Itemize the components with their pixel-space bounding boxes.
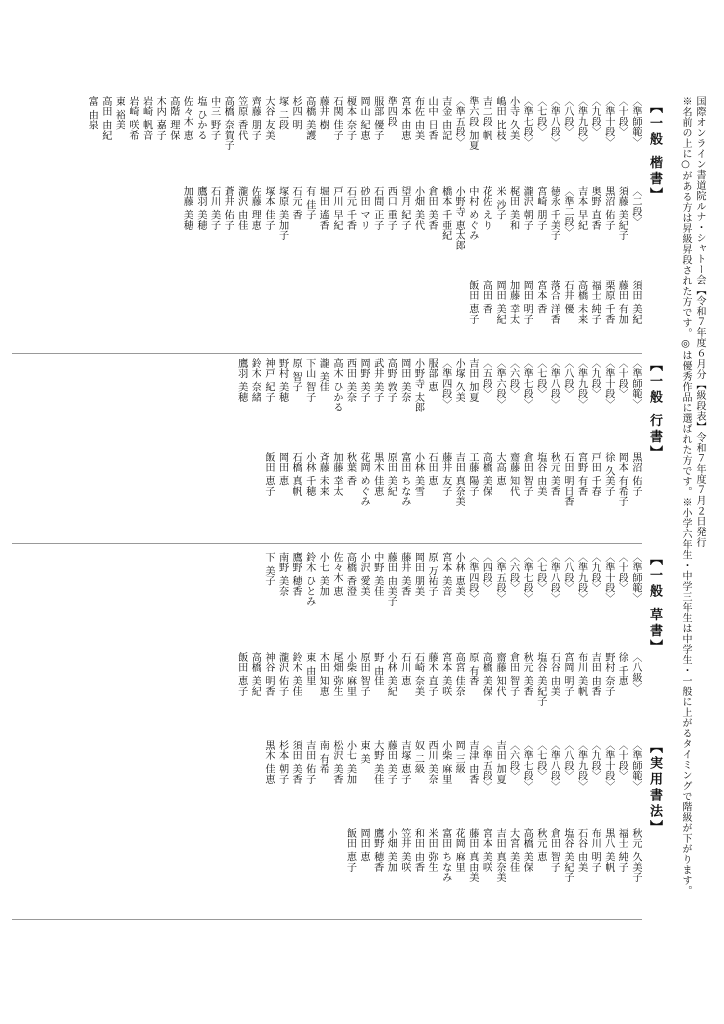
name-column: 下山 智子 (303, 358, 315, 403)
name-column: 松沢 美香 (330, 740, 342, 785)
name-column: 宮本 美咲 (439, 652, 451, 697)
name-column: 高橋 未来 (575, 280, 587, 325)
name-column: 飯田 恵子 (344, 828, 356, 873)
name-column: 大宮 美佳 (507, 828, 519, 873)
name-column: 秋葉 香 (344, 452, 356, 486)
name-column: 〈準九段〉 (575, 740, 587, 791)
name-column: 下 美子 (262, 552, 274, 586)
name-column: 山中 日香 (426, 96, 438, 141)
name-column: 〈準五段〉 (480, 740, 492, 791)
section-heading: 【一般 行書】 (647, 358, 662, 462)
name-column: 倉田 智子 (507, 652, 519, 697)
name-columns (180, 186, 642, 272)
name-column: 〈七段〉 (534, 96, 546, 137)
section-ippan-kaisho-3 (12, 280, 642, 346)
name-columns (261, 552, 642, 648)
name-column: 福士 純子 (616, 828, 628, 873)
name-column: 石田 恵 (426, 452, 438, 486)
name-column: 秋元 久美子 (630, 828, 641, 883)
name-column: 原 有香 (466, 652, 478, 686)
name-column: 原田 美紀 (385, 452, 397, 497)
name-column: 米 沙子 (494, 186, 506, 220)
name-column: 齊藤 朋子 (249, 96, 261, 141)
name-column: 吉二段 帆 (480, 96, 492, 141)
name-column: 〈八段〉 (562, 740, 574, 781)
name-column: 布佐 由美 (412, 96, 424, 141)
name-column: 小柴 麻里 (344, 652, 356, 697)
name-column: 東 美 (358, 740, 370, 764)
name-column: 西口 重子 (385, 186, 397, 231)
name-column: 杉四 明 (290, 96, 302, 130)
name-column: 岡野 美子 (358, 358, 370, 403)
divider (12, 353, 642, 354)
name-column: 岡本 有希子 (616, 452, 628, 507)
name-column: 〈準五段〉 (494, 552, 506, 603)
name-column: 東 由里 (303, 652, 315, 686)
name-column: 戸田 千春 (589, 452, 601, 497)
name-column: 杉本 朝子 (276, 740, 288, 785)
name-column: 有 佳子 (303, 186, 315, 220)
name-column: 黒沼 佑子 (602, 186, 614, 231)
name-column: 中野 美佳 (371, 552, 383, 597)
name-column: 高田 香 (480, 280, 492, 314)
name-column: 〈十段〉 (616, 552, 628, 593)
name-column: 高橋 美紀 (249, 652, 261, 697)
name-column: 宮本 由恵 (398, 96, 410, 141)
name-column: 倉田 智子 (548, 828, 560, 873)
name-column: 小林 千穂 (303, 452, 315, 497)
section-jitsuyo-shoho-2 (12, 828, 642, 914)
name-column: 〈準五段〉 (453, 96, 465, 147)
name-column: 塩谷 美紀子 (562, 828, 574, 883)
name-column: 岩崎 咲希 (127, 96, 139, 141)
name-column: 中三 野子 (208, 96, 220, 141)
name-column: 〈準八段〉 (548, 358, 560, 409)
name-column: 布川 明子 (589, 828, 601, 873)
name-column: 小林 美紀 (385, 652, 397, 697)
name-column: 〈準八段〉 (548, 740, 560, 791)
name-column: 〈七段〉 (534, 552, 546, 593)
name-column: 吉田 真奈美 (494, 828, 506, 883)
name-column: 準四段 (385, 96, 397, 127)
name-column: 橋本 千亜紀 (439, 186, 451, 241)
name-column: 〈七段〉 (534, 358, 546, 399)
header-line-2: ※名前の上に○がある方は昇級昇段された方です。◎は優秀作品に選ばれた方です。※小学六年生・中学三年生は中学生・一般に上がるタイミングで階級が下がります。 (680, 96, 691, 896)
name-column: 原田 智子 (358, 652, 370, 697)
name-column: 岡田 朋美 (412, 552, 424, 597)
name-columns (261, 740, 642, 826)
name-column: 〈準七段〉 (521, 740, 533, 791)
name-column: 加藤 美穂 (181, 186, 193, 231)
name-column: 〈六段〉 (507, 552, 519, 593)
section-heading: 【実用書法】 (647, 740, 662, 836)
name-column: 徳永 千美子 (548, 186, 560, 241)
name-column: 〈準九段〉 (575, 96, 587, 147)
name-column: 瀧沢 由佳 (235, 186, 247, 231)
name-column: 鷹野 穂香 (290, 552, 302, 597)
name-column: 吉田 真奈美 (453, 452, 465, 507)
name-columns (85, 96, 642, 196)
name-column: 鷹羽 美穂 (235, 358, 247, 403)
name-column: 徐 久美子 (602, 452, 614, 497)
name-column: 小林 美雪 (412, 452, 424, 497)
name-column: 大野 美佳 (371, 740, 383, 785)
name-column: 〈九段〉 (589, 740, 601, 781)
name-column: 木内 嘉子 (154, 96, 166, 141)
name-column: 高田 由紀 (99, 96, 111, 141)
name-column: 南 有希 (317, 740, 329, 774)
name-column: 布川 美帆 (575, 652, 587, 697)
name-column: 秋元 恵 (534, 828, 546, 862)
name-column: 石川 恵 (398, 652, 410, 686)
name-column: 〈九段〉 (589, 552, 601, 593)
name-column: 佐々木 恵 (181, 96, 193, 141)
name-column: 原 万祐子 (426, 552, 438, 597)
name-column: 飯田 恵子 (466, 280, 478, 325)
name-column: 吉津 由香 (466, 740, 478, 785)
section-ippan-kaisho-2 (12, 186, 642, 272)
name-column: 〈準十段〉 (602, 96, 614, 147)
name-column: 原 智子 (290, 358, 302, 392)
name-column: 東 裕美 (113, 96, 125, 130)
name-column: 齋藤 知代 (507, 452, 519, 497)
name-column: 小林 恵美 (453, 552, 465, 597)
name-column: 〈十段〉 (616, 358, 628, 399)
divider (12, 919, 642, 920)
name-column: 服部 恵 (426, 358, 438, 392)
name-columns (343, 828, 642, 914)
name-column: 大谷 友美 (262, 96, 274, 141)
name-column: 中村 めぐみ (466, 186, 478, 241)
name-column: 塩谷 由美 (534, 452, 546, 497)
name-column: 吉田 由香 (589, 652, 601, 697)
name-column: 宮岡 明子 (562, 652, 574, 697)
name-column: 塚本 佳子 (262, 186, 274, 231)
name-column: 〈準十段〉 (602, 552, 614, 603)
name-column: 高橋 奈賀子 (222, 96, 234, 151)
name-column: 服部 優子 (371, 96, 383, 141)
name-column: 榎本 奈子 (344, 96, 356, 141)
name-column: 徐 千恵 (616, 652, 628, 686)
name-column: 秋元 美香 (521, 652, 533, 697)
name-column: 〈準師範〉 (630, 358, 641, 409)
name-column: 〈準八段〉 (548, 552, 560, 603)
name-column: 高橋 美護 (303, 96, 315, 141)
name-column: 砂田 マリ (358, 186, 370, 231)
name-column: 石元 香 (290, 186, 302, 220)
name-column: 石井 優 (562, 280, 574, 314)
name-column: 塚 二段 (276, 96, 288, 130)
name-column: 石間 正子 (371, 186, 383, 231)
name-columns (261, 452, 642, 536)
name-column: 塩谷 美紀子 (534, 652, 546, 707)
name-column: 宮本 美音 (439, 552, 451, 597)
name-column: 高橋 美保 (480, 652, 492, 697)
name-column: 吉田 佑子 (303, 740, 315, 785)
name-column: 富田 ちなみ (398, 452, 410, 507)
name-column: 倉田 智子 (521, 452, 533, 497)
name-column: 〈六段〉 (507, 358, 519, 399)
name-column: 〈五段〉 (480, 358, 492, 399)
name-column: 黒木 佳恵 (262, 740, 274, 785)
name-column: 高野 敦子 (385, 358, 397, 403)
name-column: 加藤 幸太 (507, 280, 519, 325)
name-column: 瀧 美佳 (317, 358, 329, 392)
name-column: 石川 美子 (208, 186, 220, 231)
name-column: 尾畑 弥生 (330, 652, 342, 697)
name-column: 〈八段〉 (562, 358, 574, 399)
name-column: 黒沼 佑子 (630, 452, 641, 497)
name-column: 高橋 香澄 (344, 552, 356, 597)
name-column: 齋藤 知代 (494, 652, 506, 697)
name-column: 〈準九段〉 (575, 358, 587, 409)
name-column: 〈準七段〉 (521, 552, 533, 603)
name-column: 大高 恵 (494, 452, 506, 486)
name-column: 藤田 美子 (385, 740, 397, 785)
name-column: 鷹野 穂香 (371, 828, 383, 873)
name-column: 倉田 美香 (426, 186, 438, 231)
name-column: 藤田 有加 (616, 280, 628, 325)
name-column: 藤田 由美子 (385, 552, 397, 607)
name-column: 〈準四段〉 (439, 358, 451, 409)
name-column: 吉塚 恵子 (398, 740, 410, 785)
section-heading: 【一般 草書】 (647, 552, 662, 656)
name-column: 藤井 樹 (317, 96, 329, 130)
name-column: 飯田 恵子 (262, 452, 274, 497)
header-line-1: 国際オンライン書道院ルナ・シャトー会【令和７年度６月分【級段表】令和７年度７月２日発行 (694, 96, 705, 548)
name-column: 高宮 佳奈 (453, 652, 465, 697)
section-ippan-sosho-2 (12, 652, 642, 730)
name-column: 瀧沢 佑子 (276, 652, 288, 697)
name-column: 工藤 陽子 (466, 452, 478, 497)
name-column: 奴 二級 (412, 740, 424, 774)
name-column: 岡田 恵 (358, 828, 370, 862)
name-column: 吉田 加夏 (466, 358, 478, 403)
name-column: 佐藤 理恵 (249, 186, 261, 231)
name-column: 須藤 美紀子 (616, 186, 628, 241)
section-ippan-gyosho-2 (12, 452, 642, 536)
section-ippan-gyosho (12, 358, 662, 462)
name-column: 秋元 美香 (548, 452, 560, 497)
name-column: 石田 明日香 (562, 452, 574, 507)
name-column: 飯田 恵子 (235, 652, 247, 697)
name-column: 高階 理保 (167, 96, 179, 141)
name-column: 鈴木 美佳 (290, 652, 302, 697)
name-column: 石関 佳子 (330, 96, 342, 141)
name-column: 〈七段〉 (534, 740, 546, 781)
name-column: 塚原 美加子 (276, 186, 288, 241)
name-column: 宮本 美咲 (480, 828, 492, 873)
name-column: 加藤 幸太 (330, 452, 342, 497)
name-column: 梶田 美和 (507, 186, 519, 231)
name-column: 吉金 由記 (439, 96, 451, 141)
name-columns (234, 358, 642, 454)
name-column: 須田 美紀 (630, 280, 641, 325)
name-column: 神戸 紀子 (262, 358, 274, 403)
name-column: 鈴木 奈緒 (249, 358, 261, 403)
name-column: 小七 美加 (344, 740, 356, 785)
name-column: 〈準師範〉 (630, 740, 641, 791)
name-column: 準六段 加夏 (466, 96, 478, 151)
name-columns (465, 280, 642, 346)
name-column: 笠原 香代 (235, 96, 247, 141)
name-column: 〈二段〉 (630, 186, 641, 227)
name-column: 南野 美奈 (276, 552, 288, 597)
name-column: 武井 美子 (371, 358, 383, 403)
name-column: 福士 純子 (589, 280, 601, 325)
divider (12, 543, 642, 544)
name-column: 西田 美奈 (344, 358, 356, 403)
name-column: 落合 洋香 (548, 280, 560, 325)
name-column: 木田 知恵 (317, 652, 329, 697)
name-column: 栗原 千香 (602, 280, 614, 325)
section-ippan-sosho (12, 552, 662, 656)
name-column: 斉藤 未来 (317, 452, 329, 497)
name-column: 岡田 美紀 (494, 280, 506, 325)
name-column: 奥野 直香 (589, 186, 601, 231)
name-column: 和田 由香 (412, 828, 424, 873)
name-column: 藤木 直子 (426, 652, 438, 697)
name-column: 須田 美香 (290, 740, 302, 785)
name-column: 小野寺 恵太郎 (453, 186, 465, 251)
name-column: 吉本 早紀 (575, 186, 587, 231)
name-column: 野村 奈子 (602, 652, 614, 697)
name-column: 佐々木 恵 (330, 552, 342, 597)
name-column: 〈準七段〉 (521, 96, 533, 147)
name-column: 花佐 えり (480, 186, 492, 231)
name-column: 藤井 美香 (398, 552, 410, 597)
name-column: 小寺 久美 (507, 96, 519, 141)
name-column: 〈八段〉 (562, 96, 574, 137)
name-column: 〈十段〉 (616, 740, 628, 781)
name-column: 〈準二段〉 (562, 186, 574, 237)
name-column: 野 由佳 (371, 652, 383, 686)
name-column: 小畑 美加 (385, 828, 397, 873)
name-columns (234, 652, 642, 730)
name-column: 〈準師範〉 (630, 552, 641, 603)
name-column: 瀧沢 朝子 (521, 186, 533, 231)
name-column: 岩崎 帆音 (140, 96, 152, 141)
name-column: 望月 紀子 (398, 186, 410, 231)
name-column: 小七 美加 (317, 552, 329, 597)
name-column: 小畑 美代 (412, 186, 424, 231)
name-column: 小沢 愛美 (358, 552, 370, 597)
section-jitsuyo-shoho (12, 740, 662, 836)
name-column: 野村 美穂 (276, 358, 288, 403)
name-column: 〈八級〉 (630, 652, 641, 693)
name-column: 宮崎 朋子 (534, 186, 546, 231)
name-column: 塩 ひかる (195, 96, 206, 141)
name-column: 藤井 友子 (439, 452, 451, 497)
name-column: 岡田 美奈 (398, 358, 410, 403)
name-column: 富田 ちなみ (439, 828, 451, 883)
name-column: 小野寺 太郎 (412, 358, 424, 413)
name-column: 神谷 明香 (262, 652, 274, 697)
name-column: 宮本 香 (534, 280, 546, 314)
name-column: 岡 三級 (453, 740, 465, 774)
name-column: 小塚 久美 (453, 358, 465, 403)
name-column: 〈準四段〉 (466, 552, 478, 603)
name-column: 石元 千香 (344, 186, 356, 231)
name-column: 〈準七段〉 (521, 358, 533, 409)
name-column: 蒼井 佑子 (222, 186, 234, 231)
name-column: 花岡 麻里 (453, 828, 465, 873)
name-column: 〈四段〉 (480, 552, 492, 593)
name-column: 〈九段〉 (589, 358, 601, 399)
name-column: 小柴 麻里 (439, 740, 451, 785)
name-column: 吉田 加夏 (494, 740, 506, 785)
name-column: 〈六段〉 (507, 740, 519, 781)
name-column: 石谷 由美 (548, 652, 560, 697)
name-column: 米田 弥生 (426, 828, 438, 873)
name-column: 嶋田 比枝 (494, 96, 506, 141)
name-column: 高木 ひかる (330, 358, 342, 413)
name-column: 岡田 恵 (276, 452, 288, 486)
name-column: 西川 美奈 (426, 740, 438, 785)
name-column: 藤田 真由美 (466, 828, 478, 883)
name-column: 黒木 佳恵 (371, 452, 383, 497)
name-column: 〈準師範〉 (630, 96, 641, 147)
name-column: 岡山 紀恵 (358, 96, 370, 141)
name-column: 黒八 美帆 (602, 828, 614, 873)
name-column: 石橋 真帆 (290, 452, 302, 497)
name-column: 高橋 美保 (521, 828, 533, 873)
name-column: 鈴木 ひとみ (303, 552, 315, 607)
name-column: 堀田 遙香 (317, 186, 329, 231)
name-column: 石谷 由美 (575, 828, 587, 873)
name-column: 石崎 奈美 (412, 652, 424, 697)
name-column: 富 由泉 (86, 96, 98, 130)
name-column: 〈八段〉 (562, 552, 574, 593)
name-column: 〈準十段〉 (602, 740, 614, 791)
name-column: 岡田 明子 (521, 280, 533, 325)
name-column: 高橋 美保 (480, 452, 492, 497)
name-column: 花岡 めぐみ (358, 452, 370, 507)
name-column: 〈準九段〉 (575, 552, 587, 603)
section-heading: 【一般 楷書】 (647, 100, 662, 204)
name-column: 〈準八段〉 (548, 96, 560, 147)
name-column: 〈十段〉 (616, 96, 628, 137)
name-column: 宮野 有香 (575, 452, 587, 497)
name-column: 〈九段〉 (589, 96, 601, 137)
name-column: 〈準六段〉 (494, 358, 506, 409)
name-column: 鷹羽 美穂 (195, 186, 206, 231)
name-column: 笠井 美咲 (398, 828, 410, 873)
name-column: 戸川 早紀 (330, 186, 342, 231)
name-column: 〈準十段〉 (602, 358, 614, 409)
